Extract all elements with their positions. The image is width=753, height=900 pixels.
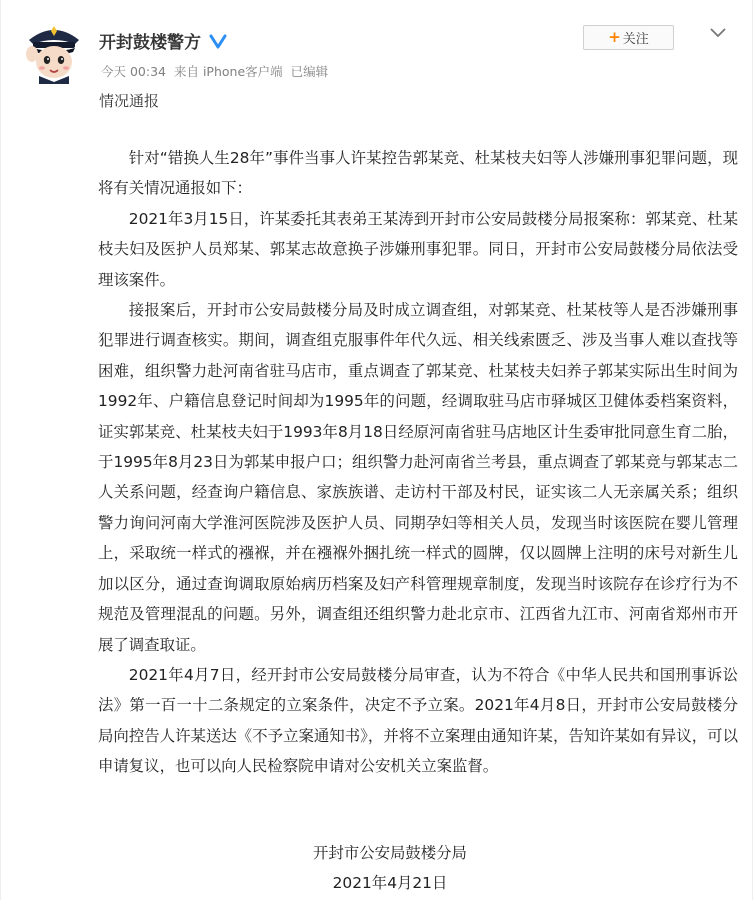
notice-body — [98, 143, 738, 782]
user-name[interactable]: 开封鼓楼警方 — [99, 33, 201, 53]
signature-org: 开封市公安局鼓楼分局 — [313, 844, 467, 862]
follow-label: 关注 — [622, 32, 649, 47]
signature-date: 2021年4月21日 — [332, 874, 448, 892]
post-title: 情况通报 — [99, 92, 160, 110]
user-name-row — [99, 28, 227, 53]
avatar[interactable] — [23, 18, 85, 84]
follow-button[interactable] — [583, 25, 674, 50]
post-time[interactable]: 今天 00:34 — [101, 64, 166, 79]
edited-label[interactable]: 已编辑 — [290, 64, 329, 79]
post-source: 来自 iPhone客户端 — [173, 64, 283, 79]
notice-paragraph: 2021年4月7日，经开封市公安局鼓楼分局审查，认为不符合《中华人民共和国刑事诉讼法》第一百一十二条规定的立案条件，决定不予立案。2021年4月8日，开封市公安局鼓楼分局向控告人许某送达《不予立案通知书》，并将不立案理由通知许某，告知许某如有异议，可以申请复议，也可以向人民检察院申请对公安机关立案监督。 — [98, 665, 738, 776]
notice-paragraph: 针对“错换人生28年”事件当事人许某控告郭某竞、杜某枝夫妇等人涉嫌刑事犯罪问题，现将有关情况通报如下： — [98, 149, 738, 198]
signature — [1, 838, 753, 898]
police-officer-avatar-icon — [23, 18, 85, 84]
chevron-down-icon[interactable] — [709, 26, 727, 40]
verified-badge-icon — [209, 32, 227, 50]
notice-paragraph: 接报案后，开封市公安局鼓楼分局及时成立调查组，对郭某竞、杜某枝等人是否涉嫌刑事犯罪进行调查核实。期间，调查组克服事件年代久远、相关线索匮乏、涉及当事人难以查找等困难，组织警力赴河南省驻马店市，重点调查了郭某竞、杜某枝夫妇养子郭某实际出生时间为1992年、户籍信息登记时间却为1995年的问题，经调取驻马店市驿城区卫健体委档案资料，证实郭某竞、杜某枝夫妇于1993年8月18日经原河南省驻马店地区计生委审批同意生育二胎，于1995年8月23日为郭某申报户口；组织警力赴河南省兰考县，重点调查了郭某竞与郭某志二人关系问题，经查询户籍信息、家族族谱、走访村干部及村民，证实该二人无亲属关系；组织警力询问河南大学淮河医院涉及医护人员、同期孕妇等相关人员，发现当时该医院在婴儿管理上，采取统一样式的襁褓，并在襁褓外捆扎统一样式的圆牌，仅以圆牌上注明的床号对新生儿加以区分，通过查询调取原始病历档案及妇产科管理规章制度，发现当时该院存在诊疗行为不规范及管理混乱的问题。另外，调查组还组织警力赴北京市、江西省九江市、河南省郑州市开展了调查取证。 — [98, 301, 738, 654]
plus-icon: + — [608, 28, 621, 46]
post-meta — [101, 62, 328, 80]
notice-paragraph: 2021年3月15日，许某委托其表弟王某涛到开封市公安局鼓楼分局报案称：郭某竞、杜某枝夫妇及医护人员郑某、郭某志故意换子涉嫌刑事犯罪。同日，开封市公安局鼓楼分局依法受理该案件。 — [98, 209, 738, 289]
